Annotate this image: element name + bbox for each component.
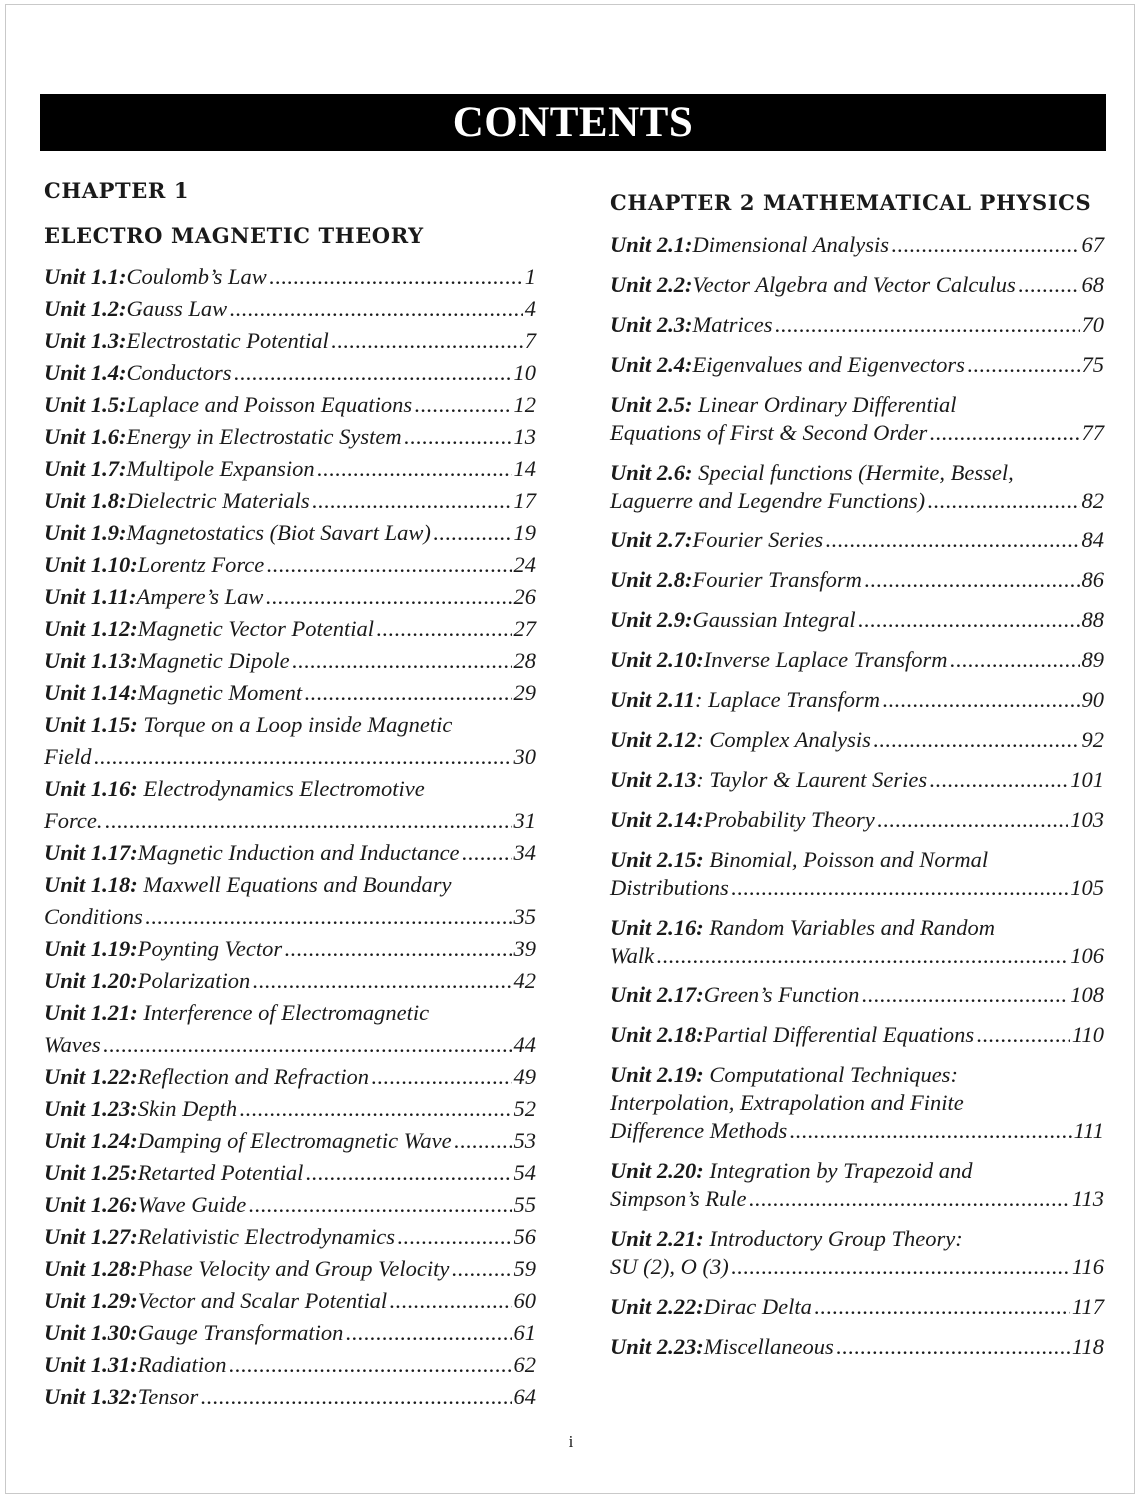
page-number: 49 [513,1064,536,1089]
unit-title: Poynting Vector [137,936,283,961]
unit-title: Laplace and Poisson Equations [126,392,413,417]
unit-title: Electrodynamics Electromotive [143,776,425,801]
dot-leader [967,354,1080,377]
dot-leader [950,649,1080,672]
dot-leader [389,1290,511,1313]
unit-label: Unit 2.17: [610,982,704,1008]
unit-label: Unit 1.1: [44,264,127,289]
page-number: 89 [1081,647,1104,673]
page-number: 101 [1070,766,1104,792]
contents-banner [40,94,1106,151]
page-number: 54 [513,1160,536,1185]
page-number: 90 [1081,687,1104,712]
dot-leader [748,1188,1069,1211]
unit-title: Field [44,744,92,769]
unit-title: Inverse Laplace Transform [703,647,948,673]
unit-title: Waves [44,1032,101,1057]
unit-title: Green’s Function [703,982,860,1008]
unit-title: Damping of Electromagnetic Wave [137,1128,452,1153]
page-number: 35 [513,904,536,929]
unit-label: Unit 2.11 [610,687,696,712]
dot-leader [929,422,1079,445]
dot-leader [882,689,1079,712]
page-number: 55 [513,1192,536,1217]
unit-title: Relativistic Electrodynamics [137,1224,395,1249]
page-number: 31 [513,808,536,833]
dot-leader [292,650,512,673]
unit-title: Ampere’s Law [136,584,264,609]
dot-leader [234,362,512,385]
unit-label: Unit 2.1: [610,232,693,257]
page-number: 26 [513,584,536,609]
dot-leader [371,1066,512,1089]
unit-title: Random Variables and Random [709,914,996,940]
page-number: 77 [1081,419,1104,445]
dot-leader [929,769,1068,792]
unit-label: Unit 2.8: [610,567,693,593]
unit-title: Difference Methods [610,1118,788,1144]
unit-label: Unit 1.8: [44,488,127,513]
page-title: CONTENTS [452,99,694,146]
dot-leader [200,1386,511,1409]
page-number: 92 [1081,726,1104,752]
unit-label: Unit 1.19: [44,936,138,961]
dot-leader [414,394,511,417]
unit-label: Unit 1.18: [44,872,138,897]
page-number: 52 [513,1096,536,1121]
unit-label: Unit 1.10: [44,552,138,577]
unit-label: Unit 1.22: [44,1064,138,1089]
unit-label: Unit 1.32: [44,1384,138,1409]
page-number: 17 [513,488,536,513]
unit-label: Unit 2.9: [610,607,693,633]
unit-label: Unit 2.10: [610,647,704,673]
page-number: 61 [513,1320,536,1345]
dot-leader [248,1194,511,1217]
page-number-footer: i [568,1432,574,1451]
page-number: 53 [513,1128,536,1153]
unit-title: : Laplace Transform [695,687,881,712]
unit-title: Dielectric Materials [126,488,310,513]
unit-label: Unit 1.26: [44,1192,138,1217]
unit-title: Fourier Transform [692,567,862,593]
dot-leader [451,1258,511,1281]
dot-leader [825,529,1079,552]
unit-title: Matrices [692,311,773,337]
page-number: 27 [513,616,536,641]
page-number: 113 [1071,1186,1104,1212]
unit-label: Unit 1.25: [44,1160,138,1185]
unit-title: Vector Algebra and Vector Calculus [692,271,1016,297]
page-number: 108 [1070,982,1104,1008]
unit-title: Electrostatic Potential [126,328,329,353]
unit-label: Unit 2.18: [610,1022,704,1048]
unit-title: Magnetostatics (Biot Savart Law) [126,520,431,545]
dot-leader [877,809,1068,832]
page-number: 28 [513,648,536,673]
unit-title: Linear Ordinary Differential [698,391,957,417]
dot-leader [864,569,1080,592]
dot-leader [239,1098,511,1121]
unit-title: Special functions (Hermite, Bessel, [698,459,1014,485]
dot-leader [252,970,511,993]
page-number: 29 [513,680,536,705]
unit-title: Gaussian Integral [692,607,856,633]
page-number: 110 [1071,1022,1104,1048]
unit-label: Unit 1.30: [44,1320,138,1345]
unit-title: Magnetic Vector Potential [137,616,374,641]
unit-title: Probability Theory [703,806,875,832]
dot-leader [93,746,511,769]
unit-title: Magnetic Induction and Inductance [137,840,460,865]
page-number: 67 [1081,232,1104,257]
unit-title: Dirac Delta [703,1293,812,1319]
unit-label: Unit 1.9: [44,520,127,545]
page-number: 10 [513,360,536,385]
dot-leader [656,945,1068,968]
unit-title: Vector and Scalar Potential [137,1288,388,1313]
page-number: 105 [1070,874,1104,900]
dot-leader [789,1120,1071,1143]
page-number: 82 [1081,487,1104,513]
unit-title: : Complex Analysis [696,726,871,752]
chapter-2-heading: CHAPTER 2 MATHEMATICAL PHYSICS [610,190,1092,215]
page-number: 64 [513,1384,536,1409]
unit-title: Tensor [137,1384,199,1409]
dot-leader [229,1354,512,1377]
dot-leader [345,1322,511,1345]
dot-leader [103,1034,512,1057]
unit-label: Unit 2.14: [610,806,704,832]
unit-title: Gauss Law [126,296,228,321]
page-number: 4 [524,296,536,321]
unit-title: Integration by Trapezoid and [709,1158,973,1184]
page-number: 14 [513,456,536,481]
unit-label: Unit 1.23: [44,1096,138,1121]
chapter-1-subheading: ELECTRO MAGNETIC THEORY [44,223,424,248]
dot-leader [105,810,512,833]
dot-leader [462,842,512,865]
dot-leader [433,522,512,545]
unit-label: Unit 2.13 [610,766,697,792]
page-number: 103 [1070,806,1104,832]
page-number: 68 [1081,271,1104,297]
unit-title: Laguerre and Legendre Functions) [610,487,926,513]
unit-label: Unit 1.12: [44,616,138,641]
dot-leader [836,1336,1070,1359]
dot-leader [376,618,512,641]
dot-leader [304,682,511,705]
unit-title: Walk [610,942,655,968]
dot-leader [305,1162,511,1185]
unit-title: Conductors [126,360,232,385]
page-number: 118 [1071,1333,1104,1359]
unit-label: Unit 1.16: [44,776,138,801]
unit-title: Fourier Series [692,527,824,553]
chapter-1-heading: CHAPTER 1 [44,178,190,203]
unit-title: : Taylor & Laurent Series [696,766,928,792]
unit-title: Coulomb’s Law [126,264,267,289]
unit-label: Unit 1.2: [44,296,127,321]
unit-label: Unit 2.5: [610,391,693,417]
unit-label: Unit 2.19: [610,1062,704,1088]
dot-leader [731,1256,1070,1279]
page-number: 75 [1081,351,1104,377]
unit-label: Unit 1.17: [44,840,138,865]
dot-leader [814,1296,1070,1319]
dot-leader [229,298,523,321]
page-number: 117 [1071,1293,1104,1319]
unit-title: Eigenvalues and Eigenvectors [692,351,965,377]
unit-title: Reflection and Refraction [137,1064,369,1089]
unit-label: Unit 1.4: [44,360,127,385]
unit-label: Unit 1.7: [44,456,127,481]
unit-title: Magnetic Moment [137,680,303,705]
unit-label: Unit 2.16: [610,914,704,940]
unit-title: Energy in Electrostatic System [126,424,402,449]
dot-leader [891,234,1080,257]
dot-leader [404,426,512,449]
page-number: 111 [1073,1118,1104,1144]
unit-label: Unit 1.15: [44,712,138,737]
unit-title: Interpolation, Extrapolation and Finite [610,1090,964,1116]
unit-label: Unit 1.3: [44,328,127,353]
dot-leader [265,586,511,609]
unit-title: Gauge Transformation [137,1320,344,1345]
page-number: 86 [1081,567,1104,593]
unit-label: Unit 1.5: [44,392,127,417]
unit-label: Unit 1.11: [44,584,137,609]
unit-title: Introductory Group Theory: [709,1226,963,1251]
unit-label: Unit 1.29: [44,1288,138,1313]
dot-leader [775,314,1080,337]
unit-label: Unit 1.13: [44,648,138,673]
unit-label: Unit 2.21: [610,1226,704,1251]
unit-label: Unit 1.14: [44,680,138,705]
dot-leader [927,490,1079,513]
unit-label: Unit 2.7: [610,527,693,553]
unit-label: Unit 2.6: [610,459,693,485]
page-number: 12 [513,392,536,417]
unit-label: Unit 1.31: [44,1352,138,1377]
page-number: 44 [513,1032,536,1057]
unit-label: Unit 2.12 [610,726,697,752]
unit-title: SU (2), O (3) [610,1254,729,1279]
dot-leader [331,330,523,353]
unit-label: Unit 1.21: [44,1000,138,1025]
dot-leader [976,1024,1070,1047]
unit-title: Maxwell Equations and Boundary [143,872,452,897]
page-number: 30 [513,744,536,769]
page-number: 34 [513,840,536,865]
unit-title: Lorentz Force [137,552,265,577]
unit-title: Magnetic Dipole [137,648,290,673]
unit-title: Force. [44,808,103,833]
dot-leader [858,609,1080,632]
unit-title: Skin Depth [137,1096,238,1121]
dot-leader [312,490,512,513]
unit-label: Unit 2.22: [610,1293,704,1319]
unit-title: Interference of Electromagnetic [143,1000,430,1025]
unit-label: Unit 1.27: [44,1224,138,1249]
unit-title: Polarization [137,968,251,993]
page-number: 60 [513,1288,536,1313]
dot-leader [266,554,511,577]
unit-title: Phase Velocity and Group Velocity [137,1256,450,1281]
unit-title: Torque on a Loop inside Magnetic [143,712,453,737]
dot-leader [145,906,512,929]
unit-label: Unit 1.28: [44,1256,138,1281]
page-number: 62 [513,1352,536,1377]
dot-leader [731,877,1068,900]
page-number: 56 [513,1224,536,1249]
page-number: 24 [513,552,536,577]
unit-title: Equations of First & Second Order [610,419,928,445]
unit-title: Radiation [137,1352,227,1377]
unit-label: Unit 2.4: [610,351,693,377]
dot-leader [317,458,512,481]
page-number: 7 [524,328,536,353]
unit-title: Computational Techniques: [709,1062,958,1088]
unit-label: Unit 2.23: [610,1333,704,1359]
unit-label: Unit 2.20: [610,1158,704,1184]
unit-title: Dimensional Analysis [692,232,889,257]
page-number: 13 [513,424,536,449]
page-number: 39 [513,936,536,961]
unit-label: Unit 1.24: [44,1128,138,1153]
page-number: 116 [1071,1254,1104,1279]
unit-label: Unit 1.6: [44,424,127,449]
unit-title: Wave Guide [137,1192,247,1217]
unit-label: Unit 2.15: [610,846,704,872]
dot-leader [861,984,1068,1007]
page-number: 1 [524,264,536,289]
dot-leader [397,1226,512,1249]
page-number: 42 [513,968,536,993]
dot-leader [1018,274,1080,297]
unit-title: Retarted Potential [137,1160,304,1185]
unit-label: Unit 2.2: [610,271,693,297]
page-number: 106 [1070,942,1104,968]
dot-leader [284,938,511,961]
page-number: 88 [1081,607,1104,633]
dot-leader [873,729,1080,752]
unit-title: Multipole Expansion [126,456,315,481]
unit-label: Unit 2.3: [610,311,693,337]
page-number: 70 [1081,311,1104,337]
unit-title: Simpson’s Rule [610,1186,747,1212]
page-number: 19 [513,520,536,545]
unit-title: Distributions [610,874,729,900]
unit-label: Unit 1.20: [44,968,138,993]
unit-title: Conditions [44,904,143,929]
unit-title: Partial Differential Equations [703,1022,975,1048]
unit-title: Miscellaneous [703,1333,834,1359]
page-number: 84 [1081,527,1104,553]
dot-leader [269,266,523,289]
page-number: 59 [513,1256,536,1281]
unit-title: Binomial, Poisson and Normal [709,846,989,872]
dot-leader [454,1130,512,1153]
